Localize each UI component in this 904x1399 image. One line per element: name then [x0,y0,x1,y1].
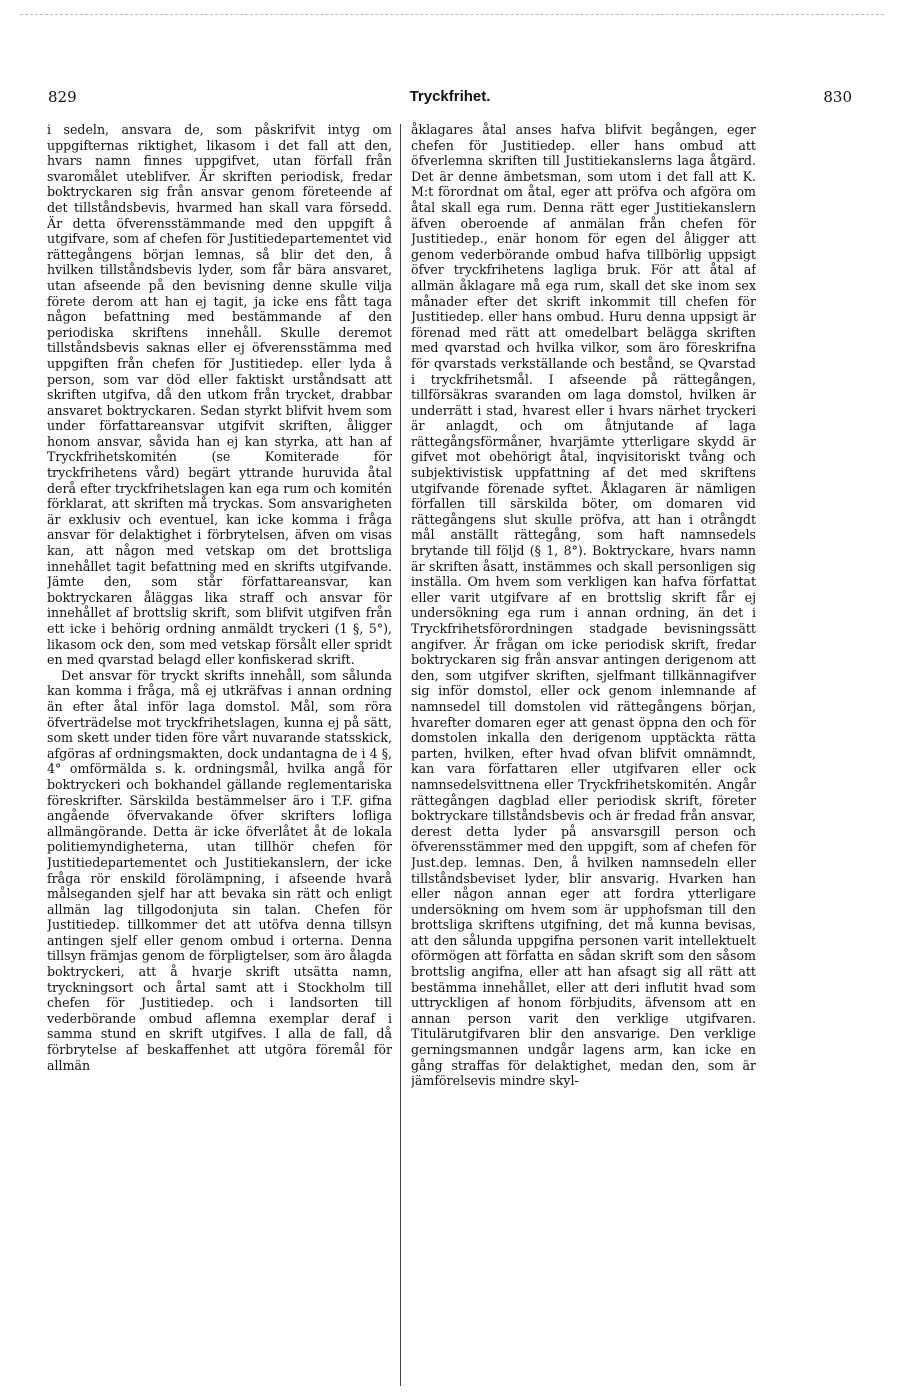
column-divider [400,124,401,1386]
right-paragraph-1: åklagares åtal anses hafva blifvit begången, eger chefen för Justitiedep. eller hans ombud att öfverlemna skriften till Justitiekanslerns laga åtgärd. Det är denne ämbetsman, som utom i det fall att K. M:t förordnat om åtal, eger att pröfva och afgöra om åtal skall ega rum. Denna rätt eger Justitiekanslern äfven oberoende af anmälan från chefen för Justitiedep., enär honom för egen del åligger att genom vederbörande ombud hafva tillbörlig uppsigt öfver tryckfrihetens lagliga bruk. För att åtal af allmän åklagare må ega rum, skall det ske inom sex månader efter det skrift inkommit till chefen för Justitiedep. eller hans ombud. Huru denna uppsigt är förenad med rätt att omedelbart belägga skriften med qvarstad och hvilka vilkor, som äro föreskrifna för qvarstads verkställande och bestånd, se Qvarstad i tryckfrihetsmål. I afseende på rättegången, tillförsäkras svaranden om laga domstol, hvilken är underrätt i stad, hvarest eller i hvars närhet tryckeri är anlagdt, och om åtnjutande af laga rättegångsförmåner, hvarjämte ytterligare skydd är gifvet mot obehörigt åtal, inqvisitoriskt tvång och subjektivistisk uppfattning af det med skriftens utgifvande förenade syftet. Åklagaren är nämligen förfallen till särskilda böter, om domaren vid rättegångens slut skulle pröfva, att han i otrångdt mål anställt rättegång, som haft namnsedels brytande till följd (§ 1, 8°). Boktryckare, hvars namn är skriften åsatt, instämmes och skall personligen sig inställa. Om hvem som verkligen kan hafva författat eller varit utgifvare af en brottslig skrift får ej undersökning ega rum i annan ordning, än det i Tryckfrihetsförordningen stadgade bevisningssätt angifver. Är frågan om icke periodisk skrift, fredar boktryckaren sig från ansvar antingen derigenom att den, som utgifver skriften, sjelfmant tillkännagifver sig inför domstol, eller ock genom inlemnande af namnsedel till domstolen vid rättegångens början, hvarefter domaren eger att genast öppna den och för domstolen inkalla den derigenom upptäckta rätta parten, hvilken, efter hvad ofvan blifvit omnämndt, kan vara författaren eller utgifvaren eller ock namnsedelsvittnena eller Tryckfrihetskomitén. Angår rättegången dagblad eller periodisk skrift, företer boktryckare tillståndsbevis och är fredad från ansvar, derest detta lyder på ansvarsgill person och öfverensstämmer med den uppgift, som af chefen för Just.dep. lemnas. Den, å hvilken namnsedeln eller tillståndsbeviset lyder, blir ansvarig. Hvarken han eller någon annan eger att fordra ytterligare undersökning om hvem som är upphofsman till den brottsliga skriftens utgifning, det må kunna bevisas, att den sålunda uppgifna personen varit intellektuelt oförmögen att författa en sådan skrift som den såsom brottslig angifna, eller att han afsagt sig all rätt att bestämma innehållet, eller att deri influtit hvad som uttryckligen af honom förbjudits, äfvensom att en annan person varit den verklige utgifvaren. Titulärutgifvaren blir den ansvarige. Den verklige gerningsmannen undgår lagens arm, kan icke en gång straffas för delaktighet, medan den, som är jämförelsevis mindre skyl- [411,122,756,1089]
top-scan-rule [20,14,884,15]
left-paragraph-1: i sedeln, ansvara de, som påskrifvit intyg om uppgifternas riktighet, likasom i det fall att den, hvars namn finnes uppgifvet, utan förfall från svaromålet uteblifver. Är skriften periodisk, fredar boktryckaren sig från ansvar genom företeende af det tillståndsbevis, hvarmed han skall vara försedd. Är detta öfverensstämmande med den uppgift å utgifvare, som af chefen för Justitiedepartementet vid rättegångens början lemnas, så blir det den, å hvilken tillståndsbevis lyder, som får bära ansvaret, utan afseende på den bevisning denne skulle vilja förete derom att han ej tagit, ja icke ens fått taga någon befattning med bestämmande af den periodiska skriftens innehåll. Skulle deremot tillståndsbevis saknas eller ej öfverensstämma med uppgiften från chefen för Justitiedep. eller lyda å person, som var död eller faktiskt urståndsatt att skriften utgifva, då den utkom från trycket, drabbar ansvaret boktryckaren. Sedan styrkt blifvit hvem som under författareansvar utgifvit skriften, åligger honom ansvar, såvida han ej kan styrka, att han af Tryckfrihetskomitén (se Komiterade för tryckfrihetens vård) begärt yttrande huruvida åtal derå efter tryckfrihetslagen kan ega rum och komitén förklarat, att skriften må tryckas. Som ansvarigheten är exklusiv och eventuel, kan icke komma i fråga ansvar för delaktighet i förbrytelsen, äfven om visas kan, att någon med vetskap om det brottsliga innehållet tagit befattning med en skrifts utgifvande. Jämte den, som står författareansvar, kan boktryckaren åläggas lika straff och ansvar för innehållet af brottslig skrift, som blifvit utgifven från ett icke i behörig ordning anmäldt tryckeri (1 §, 5°), likasom ock den, som med vetskap försålt eller spridt en med qvarstad belagd eller konfiskerad skrift. [47,122,392,668]
right-page-number: 830 [823,88,852,106]
left-page-number: 829 [48,88,77,106]
page-header [48,88,852,110]
left-column [47,122,392,1387]
left-paragraph-2: Det ansvar för tryckt skrifts innehåll, som sålunda kan komma i fråga, må ej utkräfvas i annan ordning än efter åtal inför laga domstol. Mål, som röra öfverträdelse mot tryckfrihetslagen, kunna ej på sätt, som skett under tiden före vårt nuvarande statsskick, afgöras af ordningsmakten, dock undantagna de i 4 §, 4° omförmälda s. k. ordningsmål, hvilka angå för boktryckeri och bokhandel gällande reglementariska föreskrifter. Särskilda bestämmelser äro i T.F. gifna angående öfvervakande öfver skrifters lofliga allmängörande. Detta är icke öfverlåtet åt de lokala politiemyndigheterna, utan tillhör chefen för Justitiedepartementet och Justitiekanslern, der icke fråga rör enskild förolämpning, i afseende hvarå målseganden sjelf har att bevaka sin rätt och enligt allmän lag tillgodonjuta sin talan. Chefen för Justitiedep. tillkommer det att utöfva denna tillsyn antingen sjelf eller genom ombud i orterna. Denna tillsyn främjas genom de förpligtelser, som äro ålagda boktryckeri, att å hvarje skrift utsätta namn, tryckningsort och årtal samt att i Stockholm till chefen för Justitiedep. och i landsorten till vederbörande ombud aflemna exemplar deraf i samma stund en skrift utgifves. I alla de fall, då förbrytelse af beskaffenhet att utgöra föremål för allmän [47,667,392,1073]
running-title: Tryckfrihet. [409,88,491,105]
right-column [411,122,756,1387]
